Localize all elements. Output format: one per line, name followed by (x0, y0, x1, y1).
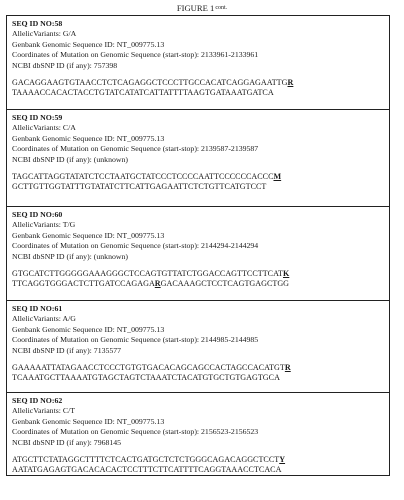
allelic-variants: AllelicVariants: G/A (12, 29, 77, 39)
sequence-line-2 (12, 279, 389, 289)
mutation-coordinates: Coordinates of Mutation on Genomic Sequence (start-stop): 2144985-2144985 (12, 335, 259, 345)
sequence-text: AATATGAGAGTGACACACACTCCTTTCTTCATTTTCAGGTAAACCTCACA (12, 465, 282, 475)
sequence-text: GAAAAATTATAGAACCTCCCTGTGTGACACAGCAGCCACTAGCCACATGT (12, 363, 285, 373)
seq-id: SEQ ID NO:61 (12, 304, 63, 313)
sequence-record (7, 109, 389, 205)
sequence-line-1 (12, 455, 389, 465)
sequence-text: GTGCATCTTGGGGGAAAGGGCTCCAGTGTTATCTGGACCAGTTCCTTCAT (12, 269, 283, 279)
sequence-record (7, 16, 389, 108)
dbsnp-id: NCBI dbSNP ID (if any): (unknown) (12, 251, 129, 261)
sequence-record (7, 300, 389, 391)
dbsnp-id: NCBI dbSNP ID (if any): 7968145 (12, 437, 122, 447)
sequence-line-2 (12, 182, 389, 192)
figure-title (0, 3, 404, 13)
seq-id: SEQ ID NO:59 (12, 113, 63, 122)
dbsnp-id: NCBI dbSNP ID (if any): 757398 (12, 60, 118, 70)
genbank-id: Genbank Genomic Sequence ID: NT_009775.13 (12, 133, 165, 143)
genbank-id: Genbank Genomic Sequence ID: NT_009775.13 (12, 416, 165, 426)
figure-title-text: FIGURE 1 (176, 3, 215, 13)
dbsnp-id: NCBI dbSNP ID (if any): 7135577 (12, 345, 122, 355)
sequence-text: GACAAAGCTCCTCAGTGAGCTGG (160, 279, 290, 289)
allelic-variants: AllelicVariants: C/A (12, 123, 76, 133)
sequence-text: TAGCATTAGGTATATCTCCTAATGCTATCCCTCCCCAATTCCCCCCACCC (12, 172, 274, 182)
sequence-text: TAAAACCACACTACCTGTATCATATCATTATTTTAAGTGATAAATGATCA (12, 88, 274, 98)
mutation-base: R (154, 279, 161, 289)
sequence-line-2 (12, 465, 389, 475)
mutation-coordinates: Coordinates of Mutation on Genomic Sequence (start-stop): 2156523-2156523 (12, 427, 259, 437)
genbank-id: Genbank Genomic Sequence ID: NT_009775.13 (12, 39, 165, 49)
mutation-coordinates: Coordinates of Mutation on Genomic Sequence (start-stop): 2144294-2144294 (12, 241, 259, 251)
sequence-text: GCTTGTTGGTATTTGTATATCTTCATTGAGAATTCTCTGTTCATGTCCT (12, 182, 267, 192)
sequence-record (7, 206, 389, 299)
mutation-coordinates: Coordinates of Mutation on Genomic Sequence (start-stop): 2139587-2139587 (12, 144, 259, 154)
sequence-line-2 (12, 88, 389, 98)
sequence-line-1 (12, 269, 389, 279)
mutation-base: K (282, 269, 290, 279)
allelic-variants: AllelicVariants: T/G (12, 220, 76, 230)
allelic-variants: AllelicVariants: A/G (12, 314, 76, 324)
sequence-record (7, 392, 389, 476)
seq-id: SEQ ID NO:58 (12, 19, 63, 28)
seq-id: SEQ ID NO:60 (12, 210, 63, 219)
genbank-id: Genbank Genomic Sequence ID: NT_009775.13 (12, 230, 165, 240)
sequence-text: TTCAGGTGGGACTCTTGATCCAGAGA (12, 279, 155, 289)
seq-id: SEQ ID NO:62 (12, 396, 63, 405)
sequence-table (6, 15, 390, 476)
mutation-coordinates: Coordinates of Mutation on Genomic Sequence (start-stop): 2133961-2133961 (12, 50, 259, 60)
sequence-line-1 (12, 172, 389, 182)
figure-title-suffix: cont. (215, 5, 228, 11)
sequence-line-1 (12, 363, 389, 373)
sequence-text: GACAGGAAGTGTAACCTCTCAGAGGCTCCCTTGCCACATCAGGAGAATTG (12, 78, 288, 88)
sequence-line-1 (12, 78, 389, 88)
sequence-text: TCAAATGCTTAAAATGTAGCTAGTCTAAATCTACATGTGCTGTGAGTGCA (12, 373, 280, 383)
mutation-base: R (284, 363, 291, 373)
genbank-id: Genbank Genomic Sequence ID: NT_009775.13 (12, 324, 165, 334)
mutation-base: R (287, 78, 294, 88)
sequence-text: ATGCTTCTATAGGCTTTTCTCACTGATGCTCTCTGGGCAGACAGGCTCCT (12, 455, 280, 465)
sequence-line-2 (12, 373, 389, 383)
mutation-base: Y (279, 455, 286, 465)
dbsnp-id: NCBI dbSNP ID (if any): (unknown) (12, 154, 129, 164)
mutation-base: M (273, 172, 282, 182)
allelic-variants: AllelicVariants: C/T (12, 406, 76, 416)
